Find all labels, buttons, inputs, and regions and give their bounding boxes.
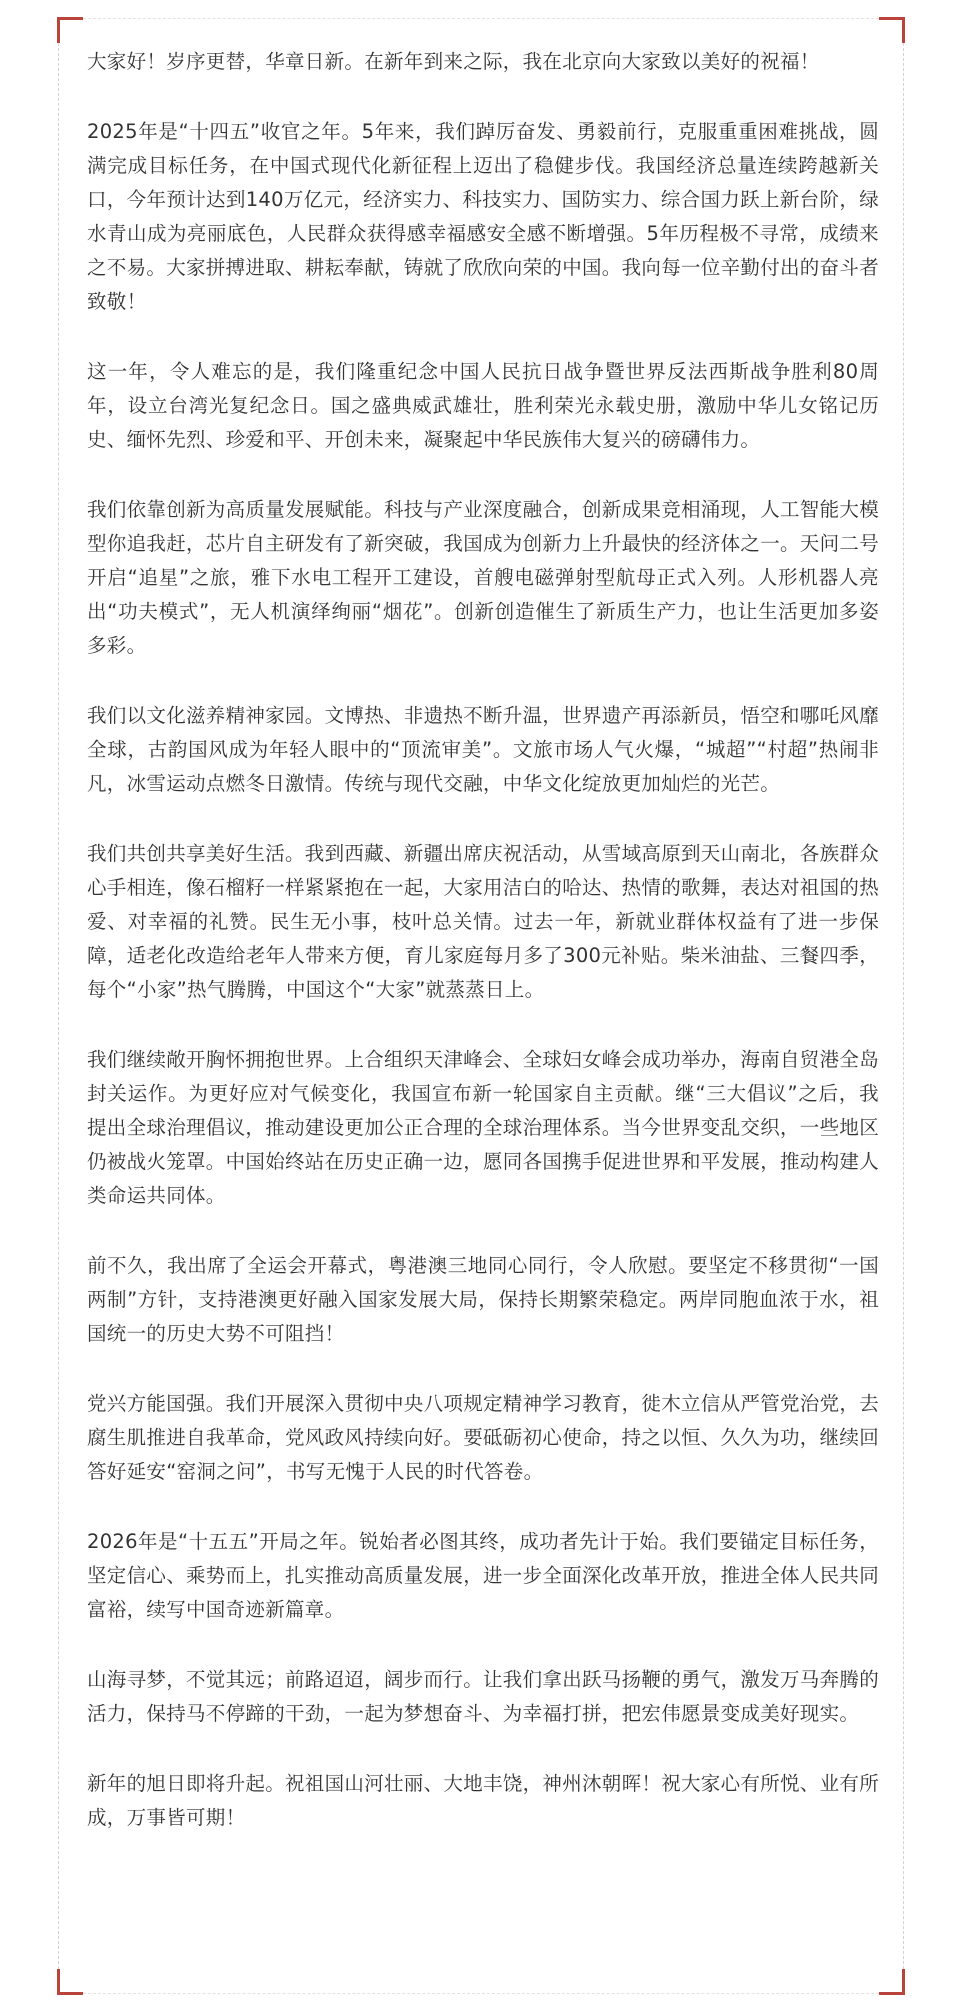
corner-bottom-left-bracket	[57, 1969, 83, 1995]
paragraph-greeting: 大家好！岁序更替，华章日新。在新年到来之际，我在北京向大家致以美好的祝福！	[87, 50, 820, 73]
paragraph-hk-macao-taiwan: 前不久，我出席了全运会开幕式，粤港澳三地同心同行，令人欣慰。要坚定不移贯彻“一国两制”方针，支持港澳更好融入国家发展大局，保持长期繁荣稳定。两岸同胞血浓于水，祖国统一的历史大势不可阻挡！	[87, 1254, 879, 1345]
corner-top-left-bracket	[57, 17, 83, 43]
corner-top-right-bracket	[879, 17, 905, 43]
paragraph-15th-five-year: 2026年是“十五五”开局之年。锐始者必图其终，成功者先计于始。我们要锚定目标任务，坚定信心、乘势而上，扎实推动高质量发展，进一步全面深化改革开放，推进全体人民共同富裕，续写中国奇迹新篇章。	[87, 1530, 880, 1621]
paragraph-party: 党兴方能国强。我们开展深入贯彻中央八项规定精神学习教育，徙木立信从严管党治党，去腐生肌推进自我革命，党风政风持续向好。要砥砺初心使命，持之以恒、久久为功，继续回答好延安“窑洞之问”，书写无愧于人民的时代答卷。	[87, 1392, 880, 1483]
paragraph-aspiration: 山海寻梦，不觉其远；前路迢迢，阔步而行。让我们拿出跃马扬鞭的勇气，激发万马奔腾的活力，保持马不停蹄的干劲，一起为梦想奋斗、为幸福打拼，把宏伟愿景变成美好现实。	[87, 1668, 880, 1725]
paragraph-new-year-wishes: 新年的旭日即将升起。祝祖国山河壮丽、大地丰饶，神州沐朝晖！祝大家心有所悦、业有所成，万事皆可期！	[87, 1772, 880, 1829]
paragraph-commemoration: 这一年，令人难忘的是，我们隆重纪念中国人民抗日战争暨世界反法西斯战争胜利80周年，设立台湾光复纪念日。国之盛典威武雄壮，胜利荣光永载史册，激励中华儿女铭记历史、缅怀先烈、珍爱和平、开创未来，凝聚起中华民族伟大复兴的磅礴伟力。	[87, 360, 879, 451]
article-body	[87, 45, 879, 1835]
paragraph-innovation: 我们依靠创新为高质量发展赋能。科技与产业深度融合，创新成果竞相涌现，人工智能大模型你追我赶，芯片自主研发有了新突破，我国成为创新力上升最快的经济体之一。天问二号开启“追星”之旅，雅下水电工程开工建设，首艘电磁弹射型航母正式入列。人形机器人亮出“功夫模式”，无人机演绎绚丽“烟花”。创新创造催生了新质生产力，也让生活更加多姿多彩。	[87, 498, 880, 657]
corner-bottom-right-bracket	[879, 1969, 905, 1995]
paragraph-culture: 我们以文化滋养精神家园。文博热、非遗热不断升温，世界遗产再添新员，悟空和哪吒风靡全球，古韵国风成为年轻人眼中的“顶流审美”。文旅市场人气火爆，“城超”“村超”热闹非凡，冰雪运动点燃冬日激情。传统与现代交融，中华文化绽放更加灿烂的光芒。	[87, 704, 880, 795]
paragraph-14th-five-year: 2025年是“十四五”收官之年。5年来，我们踔厉奋发、勇毅前行，克服重重困难挑战，圆满完成目标任务，在中国式现代化新征程上迈出了稳健步伐。我国经济总量连续跨越新关口，今年预计达到140万亿元，经济实力、科技实力、国防实力、综合国力跃上新台阶，绿水青山成为亮丽底色，人民群众获得感幸福感安全感不断增强。5年历程极不寻常，成绩来之不易。大家拼搏进取、耕耘奉献，铸就了欣欣向荣的中国。我向每一位辛勤付出的奋斗者致敬！	[87, 120, 880, 313]
article-frame	[58, 18, 904, 1994]
paragraph-world: 我们继续敞开胸怀拥抱世界。上合组织天津峰会、全球妇女峰会成功举办，海南自贸港全岛封关运作。为更好应对气候变化，我国宣布新一轮国家自主贡献。继“三大倡议”之后，我提出全球治理倡议，推动建设更加公正合理的全球治理体系。当今世界变乱交织，一些地区仍被战火笼罩。中国始终站在历史正确一边，愿同各国携手促进世界和平发展，推动构建人类命运共同体。	[87, 1048, 880, 1207]
paragraph-livelihood: 我们共创共享美好生活。我到西藏、新疆出席庆祝活动，从雪域高原到天山南北，各族群众心手相连，像石榴籽一样紧紧抱在一起，大家用洁白的哈达、热情的歌舞，表达对祖国的热爱、对幸福的礼赞。民生无小事，枝叶总关情。过去一年，新就业群体权益有了进一步保障，适老化改造给老年人带来方便，育儿家庭每月多了300元补贴。柴米油盐、三餐四季，每个“小家”热气腾腾，中国这个“大家”就蒸蒸日上。	[87, 842, 880, 1001]
